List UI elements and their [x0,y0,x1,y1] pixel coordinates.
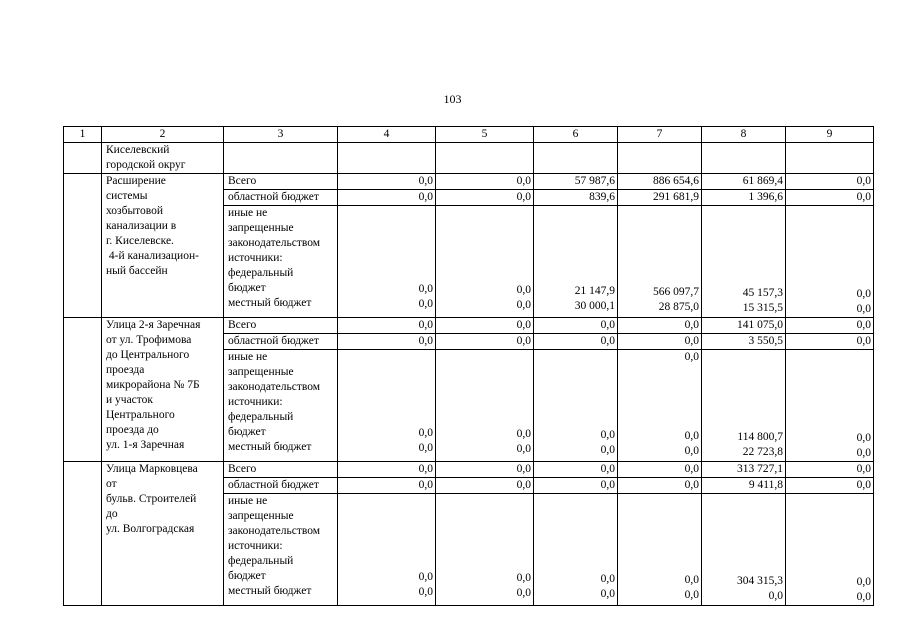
project-name-line: ул. Волгоградская [106,523,195,535]
federal-value: 0,0 [418,283,433,295]
local-value: 0,0 [516,299,531,311]
extra-value [538,350,615,365]
value-cell: 61 869,4 [702,174,786,190]
district-name-line: Киселевский [106,144,170,156]
value-cell-stack [338,350,436,462]
extra-value [790,494,871,509]
value-cell: 57 987,6 [534,174,618,190]
column-header: 5 [436,127,534,143]
value-cell-stack [534,206,618,318]
local-value: 0,0 [856,303,871,315]
value-cell-stack [702,206,786,318]
source-label-line: источники: [228,540,283,552]
local-value: 0,0 [418,442,433,454]
extra-value [342,206,433,221]
local-value: 0,0 [768,590,783,602]
value-cell: 0,0 [436,462,534,478]
value-cell: 0,0 [534,318,618,334]
source-label-regional: областной бюджет [224,334,338,350]
page-number: 103 [443,92,462,106]
value-cell: 0,0 [618,478,702,494]
project-total-row [64,318,874,334]
source-label-line: запрещенные [228,510,294,522]
source-label-line: федеральный [228,267,294,279]
extra-value [622,206,699,221]
value-cell: 0,0 [436,318,534,334]
project-name-line: канализации в [106,220,177,232]
federal-value: 0,0 [516,428,531,440]
extra-value [538,206,615,221]
value-cell: 3 550,5 [702,334,786,350]
extra-value [706,350,783,365]
value-cell-stack [534,494,618,606]
value-cell: 313 727,1 [702,462,786,478]
value-cell: 0,0 [338,318,436,334]
value-cell: 0,0 [338,190,436,206]
value-cell: 0,0 [436,334,534,350]
extra-value [538,494,615,509]
local-value: 0,0 [684,589,699,601]
column-header: 1 [64,127,102,143]
source-label-line: иные не [228,495,268,507]
federal-value: 0,0 [856,576,871,588]
federal-value: 0,0 [856,432,871,444]
project-name-line: Расширение [106,175,166,187]
value-cell: 0,0 [786,318,874,334]
value-cell: 0,0 [436,190,534,206]
source-label-other [224,206,338,318]
value-cell: 0,0 [534,334,618,350]
value-cell-stack [702,494,786,606]
local-value: 0,0 [856,591,871,603]
local-value: 28 875,0 [658,301,699,313]
source-label-other [224,494,338,606]
budget-table [63,126,874,606]
column-header: 8 [702,127,786,143]
local-value: 0,0 [516,587,531,599]
source-label-line: законодательством [228,237,321,249]
local-value: 15 315,5 [742,302,783,314]
value-cell: 0,0 [786,478,874,494]
value-cell-stack [786,206,874,318]
value-cell: 9 411,8 [702,478,786,494]
source-label-regional: областной бюджет [224,478,338,494]
empty-cell [618,143,702,174]
value-cell: 1 396,6 [702,190,786,206]
source-label-line: запрещенные [228,366,294,378]
value-cell: 0,0 [338,462,436,478]
value-cell: 0,0 [534,478,618,494]
federal-value: 566 097,7 [653,286,699,298]
column-header: 9 [786,127,874,143]
column-header: 2 [102,127,224,143]
source-label-line: иные не [228,207,268,219]
value-cell-stack [618,206,702,318]
local-value: 0,0 [856,447,871,459]
federal-value: 0,0 [516,572,531,584]
value-cell: 886 654,6 [618,174,702,190]
federal-value: 0,0 [418,427,433,439]
local-value: 0,0 [418,298,433,310]
source-label-line: местный бюджет [228,297,312,309]
project-total-row [64,174,874,190]
project-name-line: системы [106,190,148,202]
source-label-line: федеральный [228,411,294,423]
value-cell-stack [436,206,534,318]
source-label-line: законодательством [228,381,321,393]
extra-value [622,494,699,509]
extra-value [440,350,531,365]
project-name-line: микрорайона № 7Б [106,379,200,391]
federal-value: 0,0 [856,288,871,300]
federal-value: 0,0 [600,573,615,585]
local-value: 0,0 [600,588,615,600]
source-label-line: бюджет [228,282,266,294]
value-cell: 0,0 [436,478,534,494]
project-name-line: от ул. Трофимова [106,334,192,346]
source-label-line: бюджет [228,570,266,582]
extra-value [790,350,871,365]
project-name-line: Центрального [106,409,175,421]
federal-value: 0,0 [600,429,615,441]
source-label-line: источники: [228,252,283,264]
extra-value [342,494,433,509]
local-value: 0,0 [684,445,699,457]
column-header: 6 [534,127,618,143]
budget-table-body [64,127,874,606]
project-name-line: Улица 2-я Заречная [106,319,201,331]
value-cell-stack [436,494,534,606]
project-name-line: от [106,478,117,490]
value-cell-stack [338,494,436,606]
project-name-line: 4-й канализацион- [106,250,199,262]
value-cell-stack [702,350,786,462]
district-name-line: городской округ [106,159,186,171]
source-label-line: источники: [228,396,283,408]
row-number-cell [64,174,102,318]
value-cell-stack [436,350,534,462]
district-name [102,143,224,174]
federal-value: 0,0 [684,574,699,586]
local-value: 22 723,8 [742,446,783,458]
source-label-regional: областной бюджет [224,190,338,206]
project-name-line: до Центрального [106,349,190,361]
row-number-cell [64,462,102,606]
empty-cell [224,143,338,174]
extra-value [342,350,433,365]
value-cell-stack [786,350,874,462]
extra-value [706,206,783,221]
extra-value [706,494,783,509]
project-name [102,174,224,318]
column-header: 7 [618,127,702,143]
column-header: 4 [338,127,436,143]
source-label-line: федеральный [228,555,294,567]
value-cell: 0,0 [338,174,436,190]
value-cell: 291 681,9 [618,190,702,206]
federal-value: 45 157,3 [742,287,783,299]
value-cell: 0,0 [618,334,702,350]
federal-value: 0,0 [418,571,433,583]
source-label-line: местный бюджет [228,441,312,453]
local-value: 0,0 [516,443,531,455]
value-cell: 0,0 [338,334,436,350]
project-name [102,318,224,462]
source-label-other [224,350,338,462]
project-name-line: до [106,508,118,520]
federal-value: 0,0 [516,284,531,296]
value-cell: 0,0 [534,462,618,478]
value-cell: 0,0 [618,462,702,478]
value-cell-stack [786,494,874,606]
extra-value [440,206,531,221]
row-number-cell [64,143,102,174]
source-label-total: Всего [224,462,338,478]
source-label-line: запрещенные [228,222,294,234]
local-value: 0,0 [600,444,615,456]
value-cell: 0,0 [618,318,702,334]
local-value: 0,0 [418,586,433,598]
federal-value: 304 315,3 [737,575,783,587]
project-name-line: проезда [106,364,145,376]
extra-value [790,206,871,221]
project-name-line: ный бассейн [106,265,168,277]
value-cell: 0,0 [436,174,534,190]
project-name-line: бульв. Строителей [106,493,197,505]
project-name-line: Улица Марковцева [106,463,198,475]
value-cell: 0,0 [786,190,874,206]
empty-cell [786,143,874,174]
source-label-line: местный бюджет [228,585,312,597]
value-cell: 141 075,0 [702,318,786,334]
project-name-line: ул. 1-я Заречная [106,439,185,451]
federal-value: 0,0 [684,430,699,442]
project-name-line: проезда до [106,424,159,436]
value-cell-stack [534,350,618,462]
value-cell: 0,0 [338,478,436,494]
extra-value: 0,0 [684,351,699,363]
source-label-line: иные не [228,351,268,363]
value-cell: 0,0 [786,174,874,190]
empty-cell [436,143,534,174]
district-row [64,143,874,174]
value-cell: 0,0 [786,334,874,350]
value-cell-stack [338,206,436,318]
local-value: 30 000,1 [574,300,615,312]
federal-value: 114 800,7 [737,431,783,443]
federal-value: 21 147,9 [574,285,615,297]
value-cell-stack [618,350,702,462]
project-name-line: хозбытовой [106,205,164,217]
project-name-line: г. Киселевске. [106,235,174,247]
value-cell: 839,6 [534,190,618,206]
column-header-row [64,127,874,143]
value-cell: 0,0 [786,462,874,478]
column-header: 3 [224,127,338,143]
empty-cell [534,143,618,174]
extra-value [440,494,531,509]
empty-cell [338,143,436,174]
source-label-total: Всего [224,318,338,334]
project-total-row [64,462,874,478]
empty-cell [702,143,786,174]
source-label-line: законодательством [228,525,321,537]
value-cell-stack [618,494,702,606]
source-label-total: Всего [224,174,338,190]
source-label-line: бюджет [228,426,266,438]
project-name-line: и участок [106,394,153,406]
row-number-cell [64,318,102,462]
project-name [102,462,224,606]
